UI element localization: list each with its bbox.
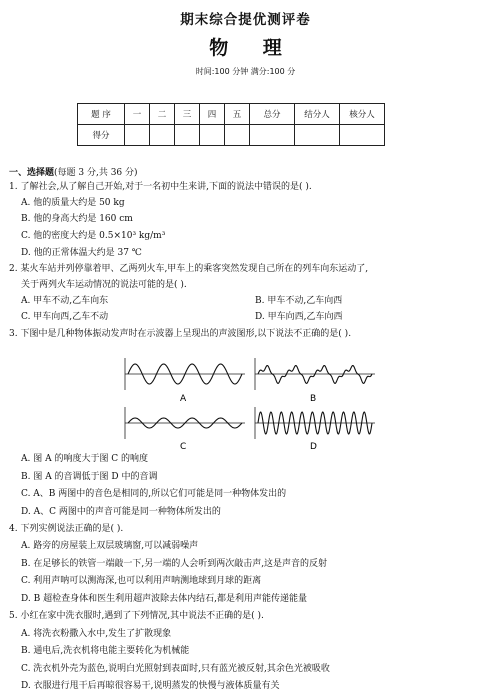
- q4-option-a: A. 路旁的房屋装上双层玻璃窗,可以减弱噪声: [21, 541, 199, 551]
- q4-stem: 4. 下列实例说法正确的是( ).: [9, 524, 124, 534]
- q5-option-c: C. 洗衣机外壳为蓝色,说明白光照射到表面时,只有蓝光被反射,其余色光被吸收: [21, 664, 330, 674]
- waveform-b: [258, 366, 372, 384]
- q3-option-d: D. A、C 两图中的声音可能是同一种物体所发出的: [21, 507, 221, 517]
- oscilloscope-axes: [125, 358, 375, 439]
- score-cell: 题 序: [78, 104, 125, 125]
- score-label-cell: 得分: [78, 125, 125, 146]
- q4-option-b: B. 在足够长的铁管一端敲一下,另一端的人会听到两次敲击声,这是声音的反射: [21, 559, 328, 569]
- q5-stem: 5. 小红在家中洗衣服时,遇到了下列情况,其中说法不正确的是( ).: [9, 611, 264, 621]
- q1-option-c: C. 他的密度大约是 0.5×10³ kg/m³: [21, 231, 166, 241]
- q5-option-b: B. 通电后,洗衣机将电能主要转化为机械能: [21, 646, 190, 656]
- score-cell: 二: [150, 104, 175, 125]
- score-cell: 核分人: [340, 104, 385, 125]
- score-cell: 总分: [250, 104, 295, 125]
- section-heading: [9, 165, 138, 178]
- q1-option-a: A. 他的质量大约是 50 kg: [21, 198, 125, 208]
- score-input-cell: [200, 125, 225, 146]
- score-table-header-row: [78, 104, 385, 125]
- q3-option-a: A. 图 A 的响度大于图 C 的响度: [21, 454, 149, 464]
- score-cell: 结分人: [295, 104, 340, 125]
- score-table-score-row: [78, 125, 385, 146]
- subject-title: 物 理: [209, 37, 296, 59]
- score-cell: 五: [225, 104, 250, 125]
- score-cell: 三: [175, 104, 200, 125]
- time-info: 时间:100 分钟 满分:100 分: [195, 67, 296, 76]
- score-cell: 四: [200, 104, 225, 125]
- q2-stem-line2: 关于两列火车运动情况的说法可能的是( ).: [21, 280, 187, 290]
- q3-stem: 3. 下图中是几种物体振动发声时在示波器上呈现出的声波图形,以下说法不正确的是( ).: [9, 329, 352, 339]
- score-input-cell: [340, 125, 385, 146]
- score-input-cell: [125, 125, 150, 146]
- score-input-cell: [150, 125, 175, 146]
- q2-option-d: D. 甲车向西,乙车向西: [255, 312, 343, 322]
- oscilloscope-figure: [120, 350, 380, 450]
- score-table: [77, 103, 385, 146]
- exam-title: 期末综合提优测评卷: [180, 12, 311, 28]
- score-cell: 一: [125, 104, 150, 125]
- q2-option-a: A. 甲车不动,乙车向东: [21, 296, 109, 306]
- q1-stem: 1. 了解社会,从了解自己开始,对于一名初中生来讲,下面的说法中错误的是( ).: [9, 182, 312, 192]
- score-input-cell: [175, 125, 200, 146]
- figure-label-c: C: [180, 442, 187, 450]
- figure-label-b: B: [310, 394, 317, 404]
- q4-option-c: C. 利用声呐可以测海深,也可以利用声呐测地球到月球的距离: [21, 576, 262, 586]
- q2-option-c: C. 甲车向西,乙车不动: [21, 312, 109, 322]
- section-note: (每题 3 分,共 36 分): [54, 168, 138, 178]
- q1-option-d: D. 他的正常体温大约是 37 ℃: [21, 248, 142, 258]
- q3-option-c: C. A、B 两图中的音色是相同的,所以它们可能是同一种物体发出的: [21, 489, 287, 499]
- q5-option-d: D. 衣服进行甩干后再晾很容易干,说明蒸发的快慢与液体质量有关: [21, 681, 280, 691]
- section-title: 一、选择题: [9, 168, 55, 178]
- q2-stem-line1: 2. 某火车站并列停靠着甲、乙两列火车,甲车上的乘客突然发现自己所在的列车向东运动了,: [9, 264, 369, 274]
- figure-label-d: D: [310, 442, 317, 450]
- q2-option-b: B. 甲车不动,乙车向西: [255, 296, 343, 306]
- score-input-cell: [295, 125, 340, 146]
- score-input-cell: [250, 125, 295, 146]
- q5-option-a: A. 将洗衣粉撒入水中,发生了扩散现象: [21, 629, 172, 639]
- score-input-cell: [225, 125, 250, 146]
- figure-label-a: A: [180, 394, 187, 404]
- q3-option-b: B. 图 A 的音调低于图 D 中的音调: [21, 472, 158, 482]
- q1-option-b: B. 他的身高大约是 160 cm: [21, 214, 133, 224]
- q4-option-d: D. B 超检查身体和医生利用超声波除去体内结石,都是利用声能传递能量: [21, 594, 307, 604]
